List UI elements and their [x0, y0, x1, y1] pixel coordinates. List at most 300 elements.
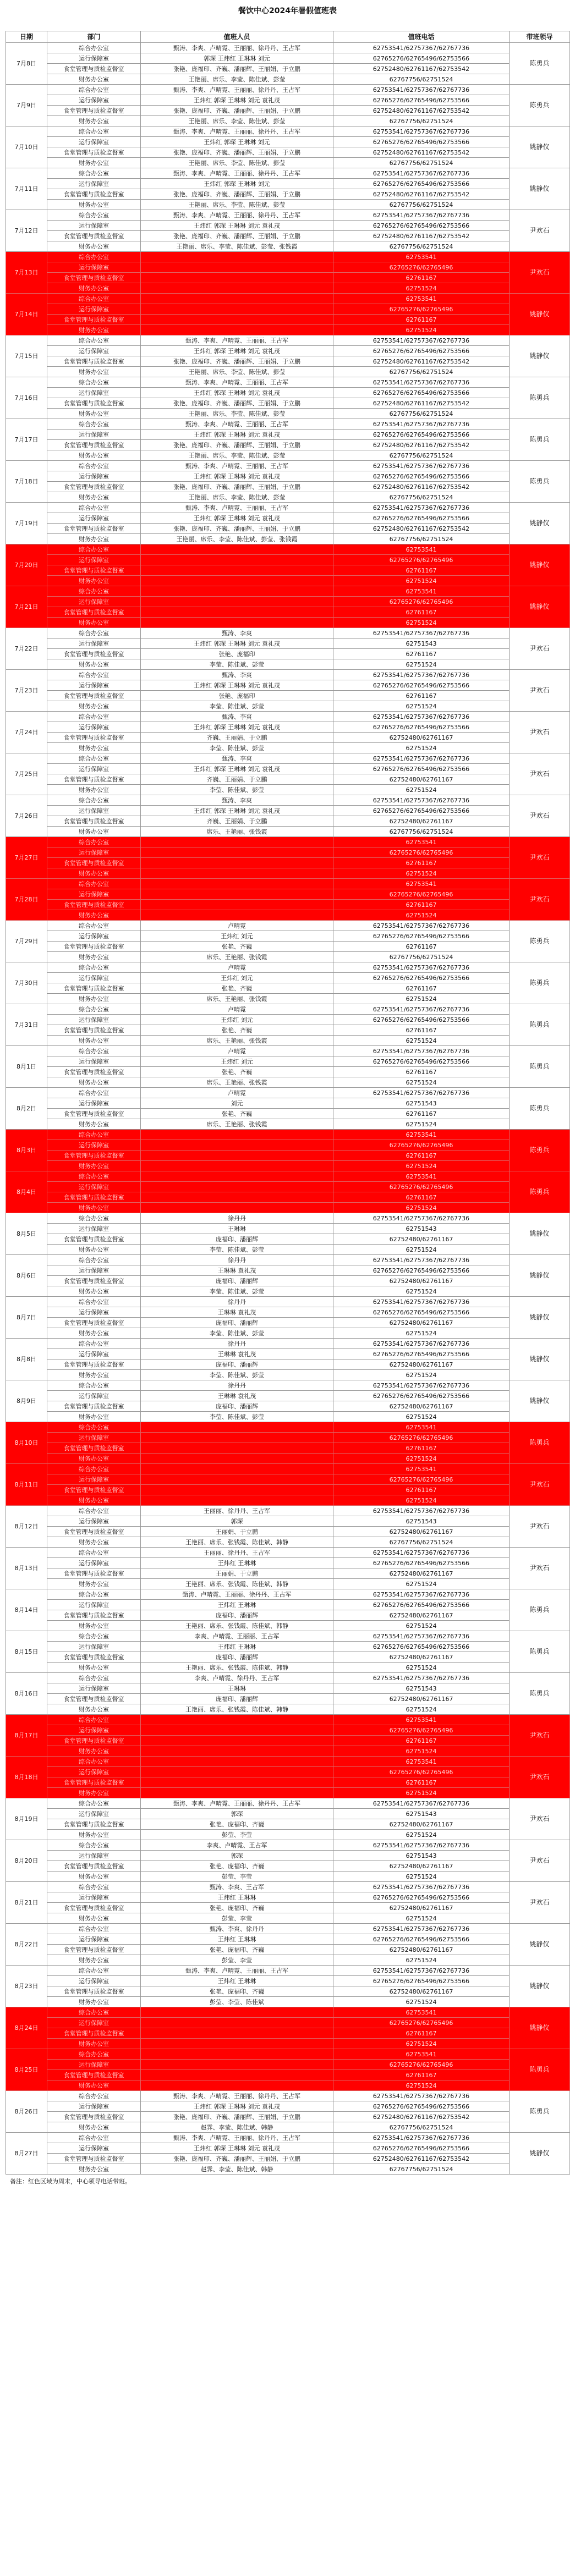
cell-phone: 62753541/62757367/62767736	[333, 1088, 510, 1098]
cell-leader: 尹欢石	[510, 1840, 570, 1882]
cell-department: 运行保障室	[47, 262, 141, 273]
cell-staff: 庞福印、潘丽辉	[141, 1276, 333, 1286]
table-row	[6, 1798, 570, 1809]
cell-phone: 62765276/62765496/62753566	[333, 513, 510, 524]
table-row	[6, 1286, 570, 1297]
cell-date: 7月18日	[6, 461, 47, 503]
cell-department: 综合办公室	[47, 1589, 141, 1600]
cell-staff: 张艳、庞福印、齐巍、潘丽辉、王丽娟、于立鹏	[141, 398, 333, 409]
cell-date: 7月14日	[6, 294, 47, 335]
cell-staff	[141, 576, 333, 586]
cell-department: 财务办公室	[47, 1328, 141, 1339]
table-row	[6, 1558, 570, 1568]
table-row	[6, 1349, 570, 1359]
table-row	[6, 1704, 570, 1715]
cell-date: 8月13日	[6, 1548, 47, 1589]
cell-staff: 王炜红 王琳琳	[141, 1892, 333, 1903]
table-row	[6, 304, 570, 315]
cell-staff: 李莹、陈佳斌、彭莹	[141, 659, 333, 670]
cell-phone: 62765276/62765496	[333, 889, 510, 900]
cell-date: 7月19日	[6, 503, 47, 544]
cell-staff: 王炜红 郭琛 王琳琳 刘元 袁礼茂	[141, 388, 333, 398]
cell-phone: 62765276/62765496	[333, 2060, 510, 2070]
table-row	[6, 2154, 570, 2164]
cell-leader: 尹欢石	[510, 1882, 570, 1924]
cell-staff: 王炜红 郭琛 王琳琳 刘元 袁礼茂	[141, 346, 333, 356]
cell-staff	[141, 273, 333, 283]
table-row	[6, 1892, 570, 1903]
table-row	[6, 1903, 570, 1913]
cell-department: 运行保障室	[47, 1976, 141, 1986]
table-row	[6, 2164, 570, 2175]
cell-leader: 陈勇兵	[510, 419, 570, 461]
table-row	[6, 2080, 570, 2091]
table-row	[6, 1151, 570, 1161]
cell-department: 运行保障室	[47, 2101, 141, 2112]
cell-staff: 齐巍、王丽娟、于立鹏	[141, 774, 333, 785]
cell-staff	[141, 1757, 333, 1767]
cell-leader: 陈勇兵	[510, 85, 570, 126]
cell-staff: 王艳丽、席乐、李莹、陈佳斌、彭莹	[141, 409, 333, 419]
cell-department: 综合办公室	[47, 1088, 141, 1098]
cell-staff	[141, 2007, 333, 2018]
cell-phone: 62765276/62765496	[333, 1140, 510, 1151]
cell-department: 食堂管理与质检监督室	[47, 565, 141, 576]
cell-department: 运行保障室	[47, 1600, 141, 1610]
cell-staff: 王艳丽、席乐、李莹、陈佳斌、彭莹	[141, 116, 333, 126]
cell-date: 8月3日	[6, 1130, 47, 1171]
table-row	[6, 221, 570, 231]
cell-staff: 刘元	[141, 1098, 333, 1109]
cell-staff: 王炜红 郭琛 王琳琳 刘元	[141, 137, 333, 147]
table-row	[6, 158, 570, 168]
cell-phone: 62765276/62765496/62753566	[333, 1349, 510, 1359]
cell-leader: 姚静仪	[510, 1213, 570, 1255]
cell-department: 运行保障室	[47, 1474, 141, 1485]
table-row	[6, 618, 570, 628]
cell-department: 财务办公室	[47, 2080, 141, 2091]
cell-department: 食堂管理与质检监督室	[47, 1945, 141, 1955]
table-row	[6, 1788, 570, 1798]
cell-staff: 席乐、王艳丽、张钱霞	[141, 1119, 333, 1130]
cell-date: 8月17日	[6, 1715, 47, 1757]
cell-department: 食堂管理与质检监督室	[47, 691, 141, 701]
table-row	[6, 1380, 570, 1391]
cell-phone: 62753541/62757367/62767736	[333, 628, 510, 639]
table-row	[6, 189, 570, 200]
cell-phone: 62761167	[333, 1109, 510, 1119]
table-row	[6, 1119, 570, 1130]
table-row	[6, 440, 570, 450]
table-row	[6, 241, 570, 252]
cell-department: 财务办公室	[47, 1746, 141, 1757]
cell-department: 食堂管理与质检监督室	[47, 1192, 141, 1203]
table-row	[6, 1046, 570, 1056]
cell-department: 综合办公室	[47, 335, 141, 346]
cell-phone: 62751524	[333, 1997, 510, 2007]
cell-department: 财务办公室	[47, 74, 141, 85]
cell-phone: 62751524	[333, 910, 510, 921]
table-row	[6, 1328, 570, 1339]
table-row	[6, 1464, 570, 1474]
cell-date: 7月27日	[6, 837, 47, 879]
cell-phone: 62753541	[333, 2049, 510, 2060]
cell-department: 综合办公室	[47, 1339, 141, 1349]
cell-department: 食堂管理与质检监督室	[47, 1109, 141, 1119]
cell-phone: 62751543	[333, 1224, 510, 1234]
page-title: 餐饮中心2024年暑假值班表	[238, 7, 337, 15]
cell-leader: 陈勇兵	[510, 1171, 570, 1213]
cell-date: 8月11日	[6, 1464, 47, 1506]
cell-staff	[141, 607, 333, 618]
cell-department: 财务办公室	[47, 1788, 141, 1798]
cell-department: 综合办公室	[47, 795, 141, 806]
cell-phone: 62752480/62761167	[333, 1359, 510, 1370]
cell-staff: 王丽丽、徐丹丹、王占军	[141, 1548, 333, 1558]
cell-department: 财务办公室	[47, 492, 141, 503]
cell-phone: 62753541	[333, 1715, 510, 1725]
cell-department: 运行保障室	[47, 2143, 141, 2154]
cell-department: 财务办公室	[47, 116, 141, 126]
cell-staff: 王艳丽、席乐、张钱霞、陈佳斌、韩静	[141, 1663, 333, 1673]
table-row	[6, 1036, 570, 1046]
cell-phone: 62752480/62761167	[333, 774, 510, 785]
cell-staff: 席乐、王艳丽、张钱霞	[141, 952, 333, 962]
cell-department: 食堂管理与质检监督室	[47, 1527, 141, 1537]
cell-department: 综合办公室	[47, 2007, 141, 2018]
cell-date: 8月18日	[6, 1757, 47, 1798]
table-row	[6, 231, 570, 241]
cell-phone: 62765276/62765496/62753566	[333, 2143, 510, 2154]
cell-staff: 王艳丽、席乐、李莹、陈佳斌、彭莹、张钱霞	[141, 534, 333, 544]
cell-staff: 王炜红 刘元	[141, 1015, 333, 1025]
table-row	[6, 2018, 570, 2028]
cell-staff: 徐丹丹	[141, 1297, 333, 1307]
cell-staff: 张艳、庞福印、齐巍	[141, 1986, 333, 1997]
cell-staff: 甄涛、李爽、卢晴霓、王丽丽、王占军	[141, 419, 333, 430]
cell-staff	[141, 294, 333, 304]
cell-phone: 62767756/62751524	[333, 827, 510, 837]
cell-phone: 62752480/62761167	[333, 1861, 510, 1872]
cell-phone: 62751524	[333, 1412, 510, 1422]
table-row	[6, 1067, 570, 1077]
cell-staff: 席乐、王艳丽、张钱霞	[141, 994, 333, 1004]
cell-department: 运行保障室	[47, 2060, 141, 2070]
cell-department: 综合办公室	[47, 921, 141, 931]
cell-date: 7月25日	[6, 753, 47, 795]
cell-staff: 王琳琳 袁礼茂	[141, 1349, 333, 1359]
cell-staff: 张艳、庞福印、齐巍	[141, 1903, 333, 1913]
table-row	[6, 586, 570, 597]
cell-phone: 62753541/62757367/62767736	[333, 2133, 510, 2143]
cell-department: 综合办公室	[47, 1255, 141, 1265]
cell-phone: 62752480/62761167	[333, 1234, 510, 1245]
cell-staff: 王丽娟、于立鹏	[141, 1527, 333, 1537]
cell-phone: 62752480/62761167/62753542	[333, 440, 510, 450]
table-row	[6, 1391, 570, 1401]
table-row	[6, 1882, 570, 1892]
table-row	[6, 356, 570, 367]
cell-department: 综合办公室	[47, 1548, 141, 1558]
cell-date: 7月17日	[6, 419, 47, 461]
table-row	[6, 1537, 570, 1548]
cell-date: 8月6日	[6, 1255, 47, 1297]
cell-phone: 62751543	[333, 1516, 510, 1527]
cell-date: 7月31日	[6, 1004, 47, 1046]
table-row	[6, 2039, 570, 2049]
cell-department: 运行保障室	[47, 1349, 141, 1359]
table-row	[6, 1203, 570, 1213]
cell-department: 财务办公室	[47, 367, 141, 377]
cell-staff: 王艳丽、席乐、李莹、陈佳斌、彭莹	[141, 367, 333, 377]
cell-phone: 62752480/62761167/62753542	[333, 64, 510, 74]
table-row	[6, 377, 570, 388]
cell-date: 8月12日	[6, 1506, 47, 1548]
cell-staff: 甄涛、李爽、卢晴霓、王丽丽、徐丹丹、王占军	[141, 210, 333, 221]
cell-phone: 62752480/62761167/62753542	[333, 356, 510, 367]
cell-phone: 62753541/62757367/62767736	[333, 1213, 510, 1224]
table-row	[6, 1495, 570, 1506]
cell-department: 综合办公室	[47, 1798, 141, 1809]
table-row	[6, 252, 570, 262]
cell-phone: 62753541/62757367/62767736	[333, 85, 510, 95]
cell-phone: 62765276/62765496/62753566	[333, 1307, 510, 1318]
cell-phone: 62765276/62765496	[333, 2018, 510, 2028]
cell-staff	[141, 1715, 333, 1725]
table-row	[6, 1610, 570, 1621]
cell-department: 运行保障室	[47, 388, 141, 398]
cell-date: 7月16日	[6, 377, 47, 419]
table-row	[6, 294, 570, 304]
cell-date: 8月10日	[6, 1422, 47, 1464]
cell-date: 8月1日	[6, 1046, 47, 1088]
cell-staff: 张艳、庞福印、齐巍	[141, 1861, 333, 1872]
cell-department: 运行保障室	[47, 722, 141, 733]
cell-date: 7月30日	[6, 962, 47, 1004]
table-row	[6, 210, 570, 221]
cell-staff: 徐丹丹	[141, 1213, 333, 1224]
cell-department: 综合办公室	[47, 1966, 141, 1976]
table-row	[6, 753, 570, 764]
cell-staff: 王艳丽、席乐、李莹、陈佳斌、彭莹	[141, 200, 333, 210]
cell-phone: 62752480/62761167	[333, 1318, 510, 1328]
cell-staff: 彭莹、李莹	[141, 1872, 333, 1882]
header-leader: 带班领导	[510, 31, 570, 43]
cell-staff: 李莹、陈佳斌、彭莹	[141, 1328, 333, 1339]
cell-staff: 张艳、庞福印、齐巍、潘丽辉、王丽娟、于立鹏	[141, 2112, 333, 2122]
cell-staff: 李莹、陈佳斌、彭莹	[141, 1370, 333, 1380]
cell-phone: 62761167	[333, 565, 510, 576]
cell-phone: 62753541	[333, 1130, 510, 1140]
cell-department: 食堂管理与质检监督室	[47, 2028, 141, 2039]
cell-phone: 62753541/62757367/62767736	[333, 1004, 510, 1015]
table-row	[6, 2122, 570, 2133]
cell-staff: 甄涛、李爽、卢晴霓、王丽丽、徐丹丹、王占军	[141, 126, 333, 137]
cell-staff: 王炜红 郭琛 王琳琳 刘元 袁礼茂	[141, 2101, 333, 2112]
table-row	[6, 816, 570, 827]
table-row	[6, 2028, 570, 2039]
cell-phone: 62767756/62751524	[333, 409, 510, 419]
cell-leader: 陈勇兵	[510, 1130, 570, 1171]
table-row	[6, 1976, 570, 1986]
cell-staff: 齐巍、王丽娟、于立鹏	[141, 816, 333, 827]
table-row	[6, 806, 570, 816]
cell-phone: 62753541/62757367/62767736	[333, 1631, 510, 1642]
table-row	[6, 1109, 570, 1119]
cell-staff: 张艳、齐巍	[141, 1025, 333, 1036]
cell-staff: 李莹、陈佳斌、彭莹	[141, 1245, 333, 1255]
cell-staff: 卢晴霓	[141, 962, 333, 973]
cell-department: 财务办公室	[47, 994, 141, 1004]
cell-department: 综合办公室	[47, 126, 141, 137]
cell-staff: 张艳、庞福印、齐巍	[141, 1945, 333, 1955]
table-row	[6, 764, 570, 774]
table-row	[6, 1297, 570, 1307]
table-row	[6, 1579, 570, 1589]
cell-leader: 姚静仪	[510, 544, 570, 586]
table-row	[6, 53, 570, 64]
cell-department: 财务办公室	[47, 1621, 141, 1631]
cell-department: 财务办公室	[47, 868, 141, 879]
cell-date: 7月26日	[6, 795, 47, 837]
cell-phone: 62765276/62765496/62753566	[333, 1934, 510, 1945]
table-row	[6, 147, 570, 158]
cell-phone: 62765276/62765496/62753566	[333, 764, 510, 774]
cell-staff	[141, 1171, 333, 1182]
cell-department: 财务办公室	[47, 1495, 141, 1506]
cell-phone: 62752480/62761167/62753542	[333, 2112, 510, 2122]
cell-department: 综合办公室	[47, 1380, 141, 1391]
cell-date: 7月13日	[6, 252, 47, 294]
cell-department: 综合办公室	[47, 210, 141, 221]
cell-department: 综合办公室	[47, 2049, 141, 2060]
cell-staff: 王炜红 王琳琳	[141, 1934, 333, 1945]
cell-department: 财务办公室	[47, 158, 141, 168]
cell-phone: 62751543	[333, 1683, 510, 1694]
table-row	[6, 1506, 570, 1516]
table-row	[6, 1642, 570, 1652]
cell-leader: 尹欢石	[510, 1548, 570, 1589]
table-row	[6, 1004, 570, 1015]
table-row	[6, 126, 570, 137]
cell-leader: 尹欢石	[510, 670, 570, 712]
cell-staff: 张艳、庞福印、齐巍	[141, 1819, 333, 1830]
table-row	[6, 628, 570, 639]
cell-staff: 甄涛、李爽、卢晴霓、王丽丽、徐丹丹、王占军	[141, 2133, 333, 2143]
cell-staff	[141, 2049, 333, 2060]
cell-staff: 王炜红 郭琛 王琳琳 刘元 袁礼茂	[141, 221, 333, 231]
table-row	[6, 544, 570, 555]
cell-phone: 62752480/62761167/62753542	[333, 482, 510, 492]
cell-leader: 尹欢石	[510, 1464, 570, 1506]
cell-phone: 62765276/62765496/62753566	[333, 2101, 510, 2112]
table-row	[6, 1757, 570, 1767]
cell-phone: 62765276/62765496	[333, 1182, 510, 1192]
cell-staff: 王炜红 刘元	[141, 1056, 333, 1067]
table-row	[6, 1401, 570, 1412]
cell-phone: 62753541/62757367/62767736	[333, 1840, 510, 1851]
cell-department: 运行保障室	[47, 1391, 141, 1401]
table-row	[6, 179, 570, 189]
cell-phone: 62751524	[333, 1495, 510, 1506]
cell-department: 食堂管理与质检监督室	[47, 858, 141, 868]
cell-department: 综合办公室	[47, 377, 141, 388]
cell-department: 财务办公室	[47, 1161, 141, 1171]
cell-department: 食堂管理与质检监督室	[47, 816, 141, 827]
cell-phone: 62753541	[333, 294, 510, 304]
cell-phone: 62753541/62757367/62767736	[333, 795, 510, 806]
cell-staff	[141, 315, 333, 325]
cell-department: 综合办公室	[47, 43, 141, 53]
cell-phone: 62753541/62757367/62767736	[333, 1589, 510, 1600]
cell-staff: 赵霁、李莹、陈佳斌、韩静	[141, 2122, 333, 2133]
cell-phone: 62752480/62761167	[333, 1276, 510, 1286]
cell-phone: 62751524	[333, 1036, 510, 1046]
cell-staff: 王炜红 郭琛 王琳琳 刘元 袁礼茂	[141, 2143, 333, 2154]
table-row	[6, 1777, 570, 1788]
cell-date: 8月7日	[6, 1297, 47, 1339]
cell-department: 食堂管理与质检监督室	[47, 231, 141, 241]
cell-department: 综合办公室	[47, 252, 141, 262]
cell-staff: 甄涛、李爽、卢晴霓、王丽丽、王占军	[141, 1966, 333, 1976]
cell-department: 食堂管理与质检监督室	[47, 64, 141, 74]
cell-phone: 62753541	[333, 1171, 510, 1182]
cell-date: 7月22日	[6, 628, 47, 670]
cell-staff: 甄涛、李爽、王占军	[141, 1882, 333, 1892]
table-row	[6, 335, 570, 346]
cell-staff	[141, 2018, 333, 2028]
cell-phone: 62761167	[333, 900, 510, 910]
cell-staff: 庞福印、潘丽辉	[141, 1610, 333, 1621]
table-row	[6, 1245, 570, 1255]
cell-phone: 62761167	[333, 691, 510, 701]
cell-staff: 王炜红 王琳琳	[141, 1642, 333, 1652]
cell-phone: 62761167	[333, 2028, 510, 2039]
cell-staff: 王炜红 郭琛 王琳琳 刘元 袁礼茂	[141, 764, 333, 774]
table-row	[6, 1767, 570, 1777]
cell-staff	[141, 2028, 333, 2039]
cell-phone: 62753541	[333, 1464, 510, 1474]
cell-phone: 62765276/62765496/62753566	[333, 680, 510, 691]
header-staff: 值班人员	[141, 31, 333, 43]
cell-department: 财务办公室	[47, 1997, 141, 2007]
cell-phone: 62751524	[333, 576, 510, 586]
cell-phone: 62752480/62761167/62753542	[333, 189, 510, 200]
cell-phone: 62753541/62757367/62767736	[333, 1506, 510, 1516]
cell-department: 财务办公室	[47, 1119, 141, 1130]
cell-phone: 62751524	[333, 1245, 510, 1255]
cell-phone: 62753541	[333, 1757, 510, 1767]
table-row	[6, 994, 570, 1004]
cell-phone: 62752480/62761167	[333, 1568, 510, 1579]
cell-phone: 62753541/62757367/62767736	[333, 670, 510, 680]
cell-phone: 62767756/62751524	[333, 534, 510, 544]
cell-staff	[141, 1140, 333, 1151]
cell-department: 综合办公室	[47, 168, 141, 179]
cell-department: 综合办公室	[47, 1715, 141, 1725]
cell-phone: 62753541/62757367/62767736	[333, 753, 510, 764]
cell-phone: 62765276/62765496/62753566	[333, 806, 510, 816]
table-row	[6, 565, 570, 576]
cell-staff: 庞福印、潘丽辉	[141, 1652, 333, 1663]
cell-department: 综合办公室	[47, 1213, 141, 1224]
cell-staff: 张艳、庞福印、齐巍、潘丽辉、王丽娟、于立鹏	[141, 231, 333, 241]
table-row	[6, 1694, 570, 1704]
cell-department: 财务办公室	[47, 1286, 141, 1297]
table-row	[6, 576, 570, 586]
cell-phone: 62761167	[333, 315, 510, 325]
cell-leader: 尹欢石	[510, 1757, 570, 1798]
